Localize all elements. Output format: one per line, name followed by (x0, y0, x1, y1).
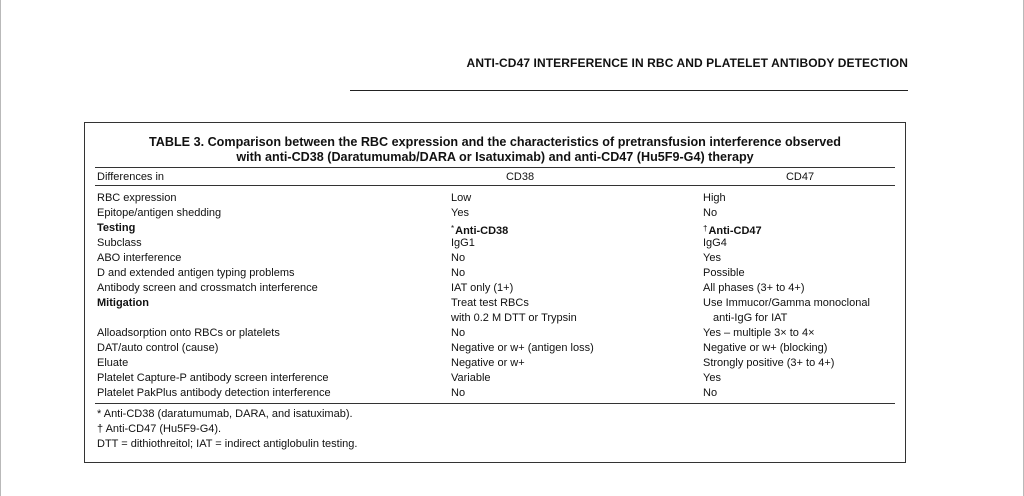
cd47-value-continued: anti-IgG for IAT (713, 312, 788, 324)
cd47-value: High (703, 192, 726, 204)
cd47-value: No (703, 207, 718, 219)
row-label: Epitope/antigen shedding (97, 207, 222, 219)
table-3 (84, 122, 906, 463)
table-top-rule (95, 167, 895, 168)
cd47-value: No (703, 387, 718, 399)
cd47-value: Negative or w+ (blocking) (703, 342, 828, 354)
cd47-value: Strongly positive (3+ to 4+) (703, 357, 835, 369)
row-label: DAT/auto control (cause) (97, 342, 219, 354)
footnote-cd38: * Anti-CD38 (daratumumab, DARA, and isatuximab). (97, 408, 353, 420)
cd38-value: No (451, 267, 466, 279)
row-label: Antibody screen and crossmatch interference (97, 282, 318, 294)
cd47-value: Yes – multiple 3× to 4× (703, 327, 815, 339)
row-label: Eluate (97, 357, 129, 369)
cd38-value: Negative or w+ (antigen loss) (451, 342, 594, 354)
footnote-abbreviations: DTT = dithiothreitol; IAT = indirect antiglobulin testing. (97, 438, 358, 450)
row-label: D and extended antigen typing problems (97, 267, 295, 279)
cd38-value: No (451, 327, 466, 339)
cd47-value: Use Immucor/Gamma monoclonal (703, 297, 870, 309)
footnote-cd47: † Anti-CD47 (Hu5F9-G4). (97, 423, 222, 435)
row-label: Testing (97, 222, 136, 234)
row-label: ABO interference (97, 252, 182, 264)
cd38-testing-text: Anti-CD38 (455, 225, 509, 237)
row-label: Platelet PakPlus antibody detection interference (97, 387, 331, 399)
caption-line-2: with anti-CD38 (Daratumumab/DARA or Isatuximab) and anti-CD47 (Hu5F9-G4) therapy (236, 150, 754, 164)
cd47-value: Yes (703, 252, 721, 264)
column-header-differences: Differences in (97, 171, 165, 183)
cd38-value: Negative or w+ (451, 357, 525, 369)
caption-line-1: TABLE 3. Comparison between the RBC expression and the characteristics of pretransfusion interference observed (149, 135, 841, 149)
cd38-value: Yes (451, 207, 469, 219)
running-head: ANTI-CD47 INTERFERENCE IN RBC AND PLATELET ANTIBODY DETECTION (466, 56, 908, 70)
table-caption (85, 135, 905, 165)
header-bottom-rule (95, 185, 895, 186)
cd38-value: No (451, 252, 466, 264)
cd47-testing-text: Anti-CD47 (708, 225, 762, 237)
row-label: Mitigation (97, 297, 149, 309)
cd47-value: IgG4 (703, 237, 727, 249)
page-edge-left (0, 0, 1, 496)
footnote-mark-dagger: † (703, 224, 708, 233)
row-label: Platelet Capture-P antibody screen interference (97, 372, 329, 384)
cd47-value: Possible (703, 267, 745, 279)
cd38-value: Low (451, 192, 472, 204)
cd47-value: Yes (703, 372, 721, 384)
cd38-value: No (451, 387, 466, 399)
cd47-value: All phases (3+ to 4+) (703, 282, 805, 294)
cd38-value: Treat test RBCs (451, 297, 529, 309)
header-rule (350, 90, 908, 91)
table-bottom-rule (95, 403, 895, 404)
row-label: Subclass (97, 237, 142, 249)
row-label: RBC expression (97, 192, 177, 204)
column-header-cd38: CD38 (505, 171, 535, 183)
column-header-cd47: CD47 (785, 171, 815, 183)
cd38-value: Variable (451, 372, 491, 384)
footnote-mark-asterisk: * (451, 224, 455, 233)
cd38-value: IAT only (1+) (451, 282, 514, 294)
cd38-value: IgG1 (451, 237, 475, 249)
row-label: Alloadsorption onto RBCs or platelets (97, 327, 280, 339)
cd38-value-continued: with 0.2 M DTT or Trypsin (451, 312, 577, 324)
